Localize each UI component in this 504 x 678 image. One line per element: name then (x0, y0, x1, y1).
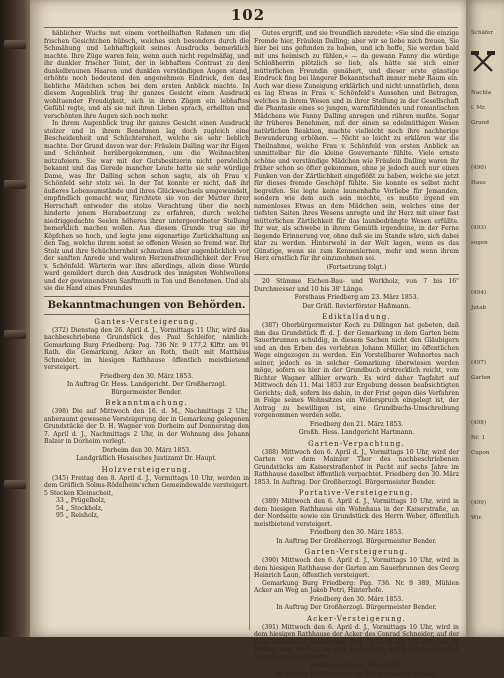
fragment: Wir. (471, 515, 482, 522)
notice-title: Garten-Verpachtung. (254, 440, 459, 448)
fragment: Grund (471, 120, 489, 127)
notice-signature: Großh. Hess. Landgericht Hartmann. (254, 429, 459, 437)
notice-title: Acker-Versteigerung. (254, 615, 459, 623)
section-rule (44, 296, 249, 297)
notice-signature: In Auftrag Der Großherzogl. Bürgermeister Bender. (254, 671, 459, 678)
notices-heading: Bekanntmachungen von Behörden. (44, 300, 249, 311)
notice-text: (398) Die auf Mittwoch den 16. d. M., Nachmittags 2 Uhr, anberaumt gewesene Versteigerung der in Gemarkung gelegenen Grundstücke der D. H. Wagner von Dorheim auf Donnerstag den 7. April d. J., Nachmittags 2 Uhr, in der Wohnung des Johann Balzer in Dorheim verlegt. (44, 408, 249, 446)
notice-date: Friedberg den 30. März 1853. (254, 596, 459, 604)
notice-text: (372) Dienstag den 26. April d. J., Vormittags 11 Uhr, wird das nachbeschriebene Grundstück des Paul Schleifer, nämlich: Gemarkung Burg Friedberg: Pag. 736 Nr. 9 177,2 Klftr. am 91 Rath. die Gemarkung, Acker an Roth, theilt mit Matthäus Schneider, im hiesigen Rathhause öffentlich meistbietend versteigert. (44, 327, 249, 372)
notice-date: Friedberg den 30. März 1853. (254, 662, 459, 670)
notice-signature: Landgräflich Hessisches Justizamt Dr. Haupt. (44, 455, 249, 463)
notice-date: Friedberg den 30. März 1853. (44, 373, 249, 381)
fragment: Jutab (471, 305, 486, 312)
notice-title: Gantes-Versteigerung. (44, 318, 249, 326)
spine-band (4, 180, 26, 189)
fragment: (494) (471, 290, 486, 297)
fragment: (493) (471, 225, 486, 232)
notice-signature: Der Gräfl. Revierförster Haßmann. (254, 303, 459, 311)
fragment: Nr. 1 (471, 435, 485, 442)
fragment: Nachla (471, 90, 491, 97)
section-rule (44, 314, 249, 315)
fragment: (490) (471, 165, 486, 172)
section-rule (254, 274, 459, 275)
fragment: (497) (471, 360, 486, 367)
story-paragraph: häblicher Wuchs nut einem vortheilhaften Rahmen um die frischen Gesichtchen hübsch, welches sich besonders durch die Schmähung und Lebhaftigkeit seines Ausdrucks bemerklich machte. Ihre Züge waren fein, wenn auch nicht regelmäßig, und ihr dunkler frischer Teint, der in lebhaftem Contrast zu den dunkelbraunen Haaren und dunklen verständigen Augen stand, erhöhte noch bedeutend den angenehmen Eindruck, den das liebliche Mädchen schon bei dem ersten Anblick machte. In diesem Augenblick trug ihr ganzes Gesicht einen Ausdruck wohltuender Freudigkeit, sich in ihren Zügen ein lebhaftes Gefühl regte, und als sie mit ihren Lieben sprach, erhellten und verschönten ihre Augen sich noch mehr. (44, 30, 249, 120)
spine-band (4, 330, 26, 339)
header-rule (44, 27, 458, 28)
notice-title: Garten-Versteigerung. (254, 548, 459, 556)
notice-text: (388) Mittwoch den 6. April d. J., Vormittags 10 Uhr, wird der Garten vor dem Mainzer Thor des nachbeschriebenen Grundstücks am Kaiserstraßenhof in Pacht auf sechs Jahre im Rathhause daselbst öffentlich verpachtet. Friedberg den 30. März 1853. In Auftrag. Der Großherzogl. Bürgermeister Bender. (254, 449, 459, 487)
notice-title: Bekanntmachung. (44, 399, 249, 407)
notice-text: (389) Mittwoch den 6. April d. J., Vormittags 10 Uhr, wird in dem hiesigen Rathhause ein Wohnhaus in der Kaiserstraße, an der Nordseite sowie ein Grundstück des Herrn Weber, öffentlich meistbietend versteigert. (254, 498, 459, 528)
notice-text: 20 Stämme Eichen-Bau- und Werkholz, von 7 bis 16" Durchmesser und 10 bis 38' Länge. (254, 278, 459, 293)
notice-date: Forsthaus Friedberg am 23. März 1853. (254, 294, 459, 302)
notice-date: Friedberg den 21. März 1853. (254, 421, 459, 429)
next-page-edge (466, 0, 504, 637)
continuation-note: (Fortsetzung folgt.) (254, 264, 459, 272)
notice-text: (345) Freitag den 8. April d. J., Vormittags 10 Uhr, werden in dem Gräflich Solms-Rödelheim'schen Gemeindewalde versteigert: 5 Stecken Kleinscheit, (44, 475, 249, 498)
wood-list-item: 33 „ Prügelholz, (56, 497, 249, 505)
notice-date: Friedberg den 30. März 1853. (254, 529, 459, 537)
fragment: Cupon (471, 450, 489, 457)
notice-text: (387) Oberbürgermeister Koch zu Dillingen hat gebeten, daß ihm das Grundstück ff. d. J. der Gemarkung in dem Garten beim Sauerbrunnen schuldig, in diesem Sachen nicht den Gläubigern und an den Erben des verlebten Johann Müller, im öffentlichen Wege eingezogen zu werden. Ein Vorstellbarer Wohnortes nach seiner, jedoch es in solcher Gemarkung überwiesen werden möge, sofern es hier in der Grundbuch erstrecklich reicht, vom Richter Wagner allhier erwarb. Es wird daher Tagfahrt auf Mittwoch den 11. Mai 1853 zur Ergebung dessen beabsichtigten Gerichts; daß, sofern bis dahin, in der Frist gegen dies Verfahren in Folge seines Wohnsitzes ein Widerspruch eingelegt ist, der Antrag zu bewilligen ist, eine Grundbuchs-Umschreibung vorgenommen werden solle. (254, 322, 459, 420)
right-column (254, 30, 459, 678)
notice-text: Gemarkung Burg Friedberg: Pag. 736. Nr. 9 389, Mühlen Acker am Weg an Jakob Petri, Hinterhofe. (254, 580, 459, 595)
notice-signature: In Auftrag Der Großherzogl. Bürgermeister Bender. (254, 538, 459, 546)
fragment: Haus (471, 180, 486, 187)
notice-signature: In Auftrag Gr. Hess. Landgericht. Der Großherzogl. Bürgermeister Bender. (44, 381, 249, 396)
spine-band (4, 40, 26, 49)
notice-title: Ediktalladung. (254, 313, 459, 321)
notice-title: Portative-Versteigerung. (254, 489, 459, 497)
wood-list-item: 54 „ Stockholz, (56, 505, 249, 513)
notice-signature: In Auftrag Der Großherzogl. Bürgermeister Bender. (254, 604, 459, 612)
crossed-tools-icon (470, 50, 496, 74)
story-paragraph: In ihrem Augenblick trug ihr ganzes Gesicht einen Ausdruck stolzer und in ihrem Benehmen lag doch zugleich eine Bescheidenheit und Schüchternheit, welche sie sehr lieblich machte. Der Grund davon war der: Fräulein Dalling war ihr Eigen und Schönheit herübergekommen, um die Weihnachten mitzufeiern. Sie war mit der Gutsbesitzerin nicht persönlich bekannt und das Gerede mancher Leute hatte sie sehr würdige Dame, was Ihr Dalling schon schon sagte, als ob Frau v. Schönfeld sehr stolz sei. In der Tat konnte er nicht, daß ihr äußeres Lebensumstände und ihres Glückwechsels umgewandelt, empfindlich gemacht war, fürchtete sie von der Mutter ihrer Herrschaft entweder die stolze Verachtung über die noch hinderte jenem Herabsetzung zu erfahren, durch welche niedriggedachte Seelen höheres ihrer untergeordneter Stellung bemerklich machen wollen. Aus diesem Grunde trug sie ihr Köpfchen so hoch, und legte jene eigenartige Zurückhaltung an den Tag, welche ihrem sonst so offenen Wesen so fremd war. Ihr Stolz und ihre Schüchternheit schmolzen aber augenblicklich vor der sanften Anrede und wahren Herzensfreundlichkeit der Frau v. Schönfeld. Wärterin war ihre allerdings, allein diese Würde ward gemildert durch den Ausdruck des innigsten Wohlwollens und der gewinnendsten Sanftmuth in Ton und Benehmen. Und als sie die Hand eines Freundes (44, 120, 249, 293)
notice-title: Holzversteigerung. (44, 466, 249, 474)
page-number: 102 (30, 6, 466, 24)
fragment: (498) (471, 420, 486, 427)
left-column (44, 30, 249, 520)
story-paragraph: Gutes ergriff, und sie freundlich anredete: »Sie sind die einzige Fremde hier, Fräulein Dalling; aber wir so liebe mich freuen, Sie hier bei uns gefunden zu haben, und ich hoffe, Sie werden bald mit uns heimisch zu fühlen,« — da gewann Fanny die würdige Schloßherrin plötzlich so lieb, als hätte sie sich einer mütterlichen Freundin genähert, und dieser erste günstige Eindruck fing bei längerer Bekanntschaft immer mehr Raum ein. Auch war diese Zuneigung erklärlich und nicht unnatürlich, denn es lag Etwas in Frau v. Schönfeld's Aussehen und Betragen, welches in ihrem Wesen und in ihrer Stellung in der Gesellschaft die Phantasie eines so jungen, warmfühlenden und romantischen Mädchens wie Fanny Dalling anregen und rühren mußte. Sogar ihr früheres Benehmen, mit der einen so edelmüthigen Wesen natürlichen Reaktion, machte vielleicht noch ihre nachherige Bewunderung erhöhen. — Nicht so leicht zu erklären war die Theilnahme, welche Frau v. Schönfeld von ersten Anblick an unmittelbar für die kleine Gouvernante fühlte. Viele ernste schöne und verständige Mädchen wie Fräulein Dalling waren ihr früher schon so öfter gekommen, ohne je jedoch auch nur einen Funken von der Zärtlichkeit eingeflößt zu haben, welche sie jetzt für dieses fremde Geschöpf fühlte. Sie konnte es selbst nicht begreifen. Sie legte keine launenhafte Vorliebe für Jemanden, sondern wie dem auch sein mochte, es mußte irgend ein namenloses Etwas an dem Mädchen sein, welches eine der tiefsten Saiten ihres Wesens anregte und ihr Herz mit einer fast mütterlichen Zärtlichkeit für das launbedrängte Wesen erfüllte. Ihr war, als schwebe in ihrem Gemüth irgendeine, in der Ferne liegende Erinnerung vor, ohne daß sie im Stande wäre, sich dabei klar zu werden. Hinterwohl in der Welt lagen, wenn es das Günstige, wenn sie zum Kennenlernen, mehr und wenn ihrem Herz ernstlich für ihr einzunehmen sei. (254, 30, 459, 263)
fragment: Garten (471, 375, 491, 382)
notice-date: Dorheim den 30. März 1853. (44, 447, 249, 455)
fragment: (499) (471, 500, 486, 507)
newspaper-page (30, 0, 466, 637)
spine-band (4, 480, 26, 489)
book-spine (0, 0, 30, 637)
notice-text: (390) Mittwoch den 6. April d. J., Vormittags 10 Uhr, wird in dem hiesigen Rathhause der Garten am Sauerbrunnen des Georg Heinrich Laun, öffentlich versteigert. (254, 557, 459, 580)
fragment: Schäfer (471, 30, 493, 37)
fragment: sogen (471, 240, 488, 247)
fragment: l. Mr. (471, 105, 486, 112)
column-divider (249, 30, 250, 630)
wood-list-item: 95 „ Reisholz, (56, 512, 249, 520)
notice-text: (391) Mittwoch den 6. April d. J., Vormittags 10 Uhr, wird in dem hiesigen Rathhause der Acker des Conrad Schneider, auf der Ober-Wöllstädter Gemarkung, Pag. 73 Nr. 4 auf 153 Klftr. am 68 Ruthen und 40 Fuß im Flur Liebschütz, auf 6 Jahre öffentlich meistbietend verpachtet. (254, 624, 459, 662)
